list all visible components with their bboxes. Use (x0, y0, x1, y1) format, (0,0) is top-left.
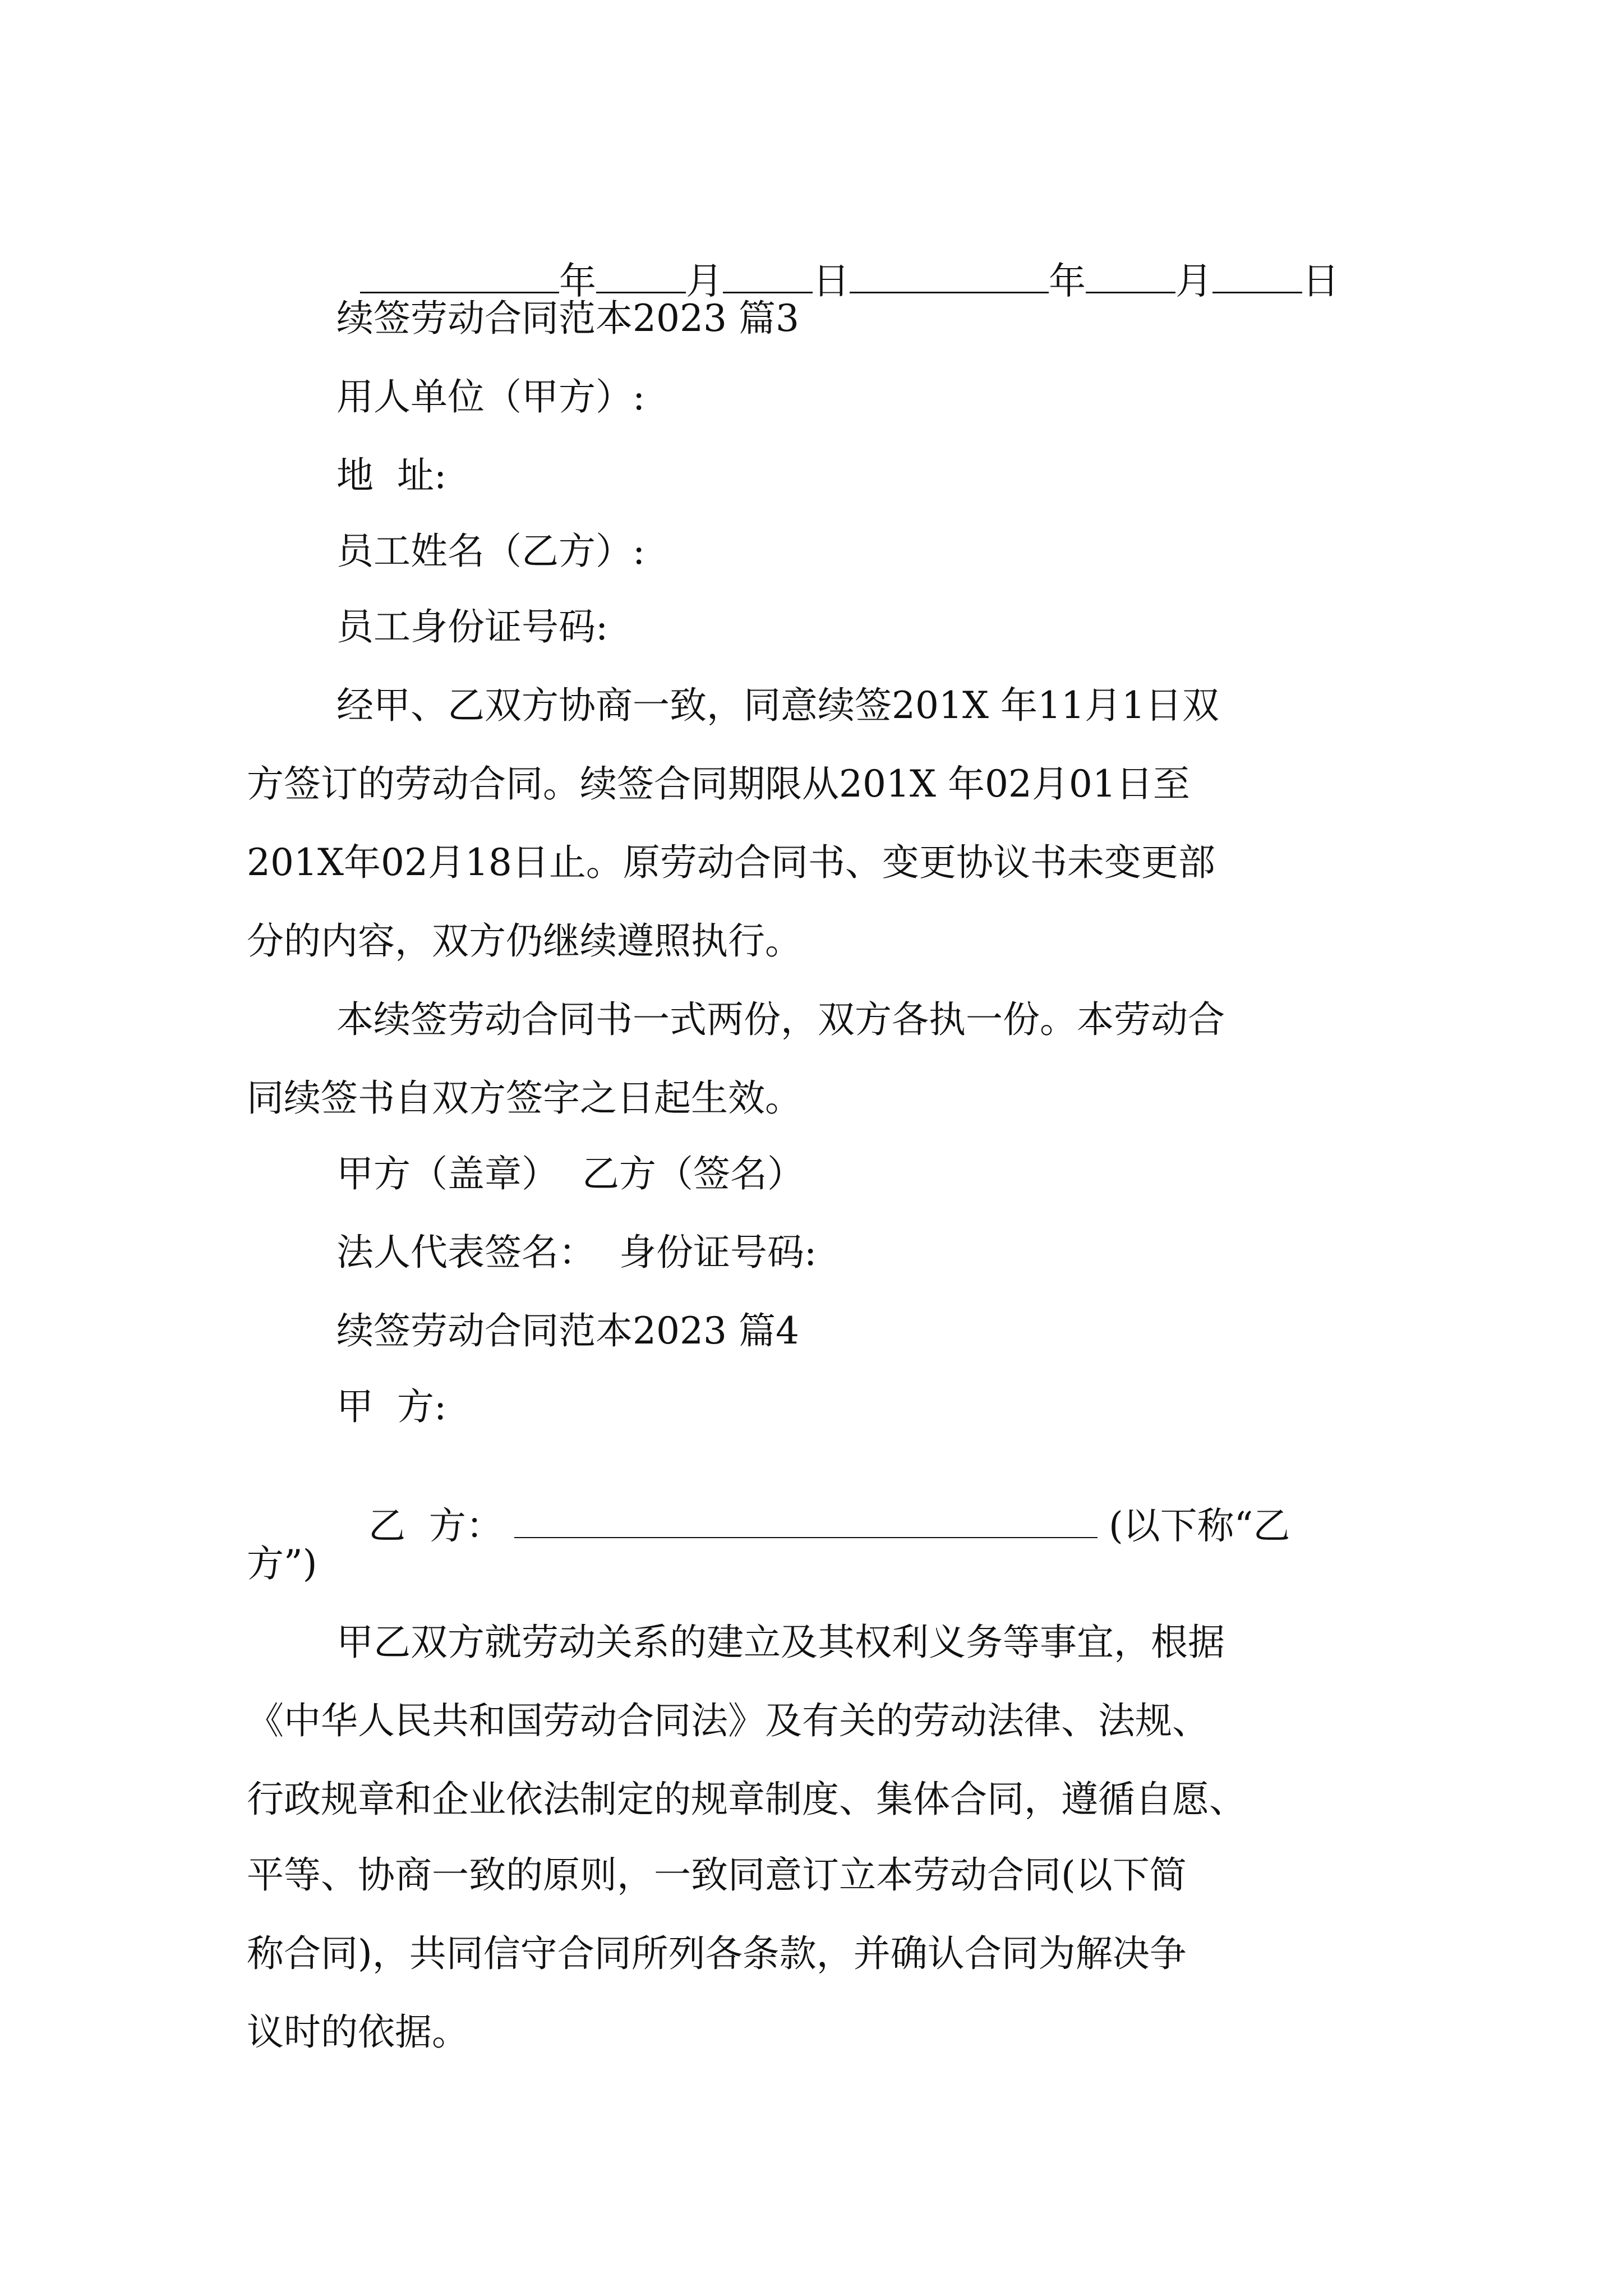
blank-day-1 (723, 259, 813, 293)
para1-line2: 方签订的劳动合同。续签合同期限从201X 年02月01日至 (247, 762, 1190, 806)
para2-line2: 同续签书自双方签字之日起生效。 (247, 1076, 802, 1120)
para1-line1: 经甲、乙双方协商一致，同意续签201X 年11月1日双 (336, 684, 1219, 727)
para1-line4: 分的内容，双方仍继续遵照执行。 (247, 919, 802, 963)
rep-sign-line: 法人代表签名： 身份证号码: (336, 1231, 817, 1274)
employee-id-field: 员工身份证号码: (336, 605, 608, 648)
party-b-suffix: (以下称“乙 (1108, 1504, 1290, 1548)
s4-para1-line5: 称合同)，共同信守合同所列各条款，并确认合同为解决争 (247, 1932, 1187, 1975)
s4-para1-line1: 甲乙双方就劳动关系的建立及其权利义务等事宜，根据 (336, 1621, 1225, 1664)
employee-name-field: 员工姓名（乙方）: (336, 530, 645, 573)
date-line (336, 222, 1339, 303)
year-label: 年 (559, 259, 596, 303)
address-field: 地 址: (336, 454, 447, 497)
year-label-2: 年 (1048, 259, 1086, 303)
party-b-suffix-line2: 方”) (247, 1542, 317, 1585)
s4-para1-line3: 行政规章和企业依法制定的规章制度、集体合同，遵循自愿、 (247, 1778, 1246, 1821)
party-a-field: 甲 方: (336, 1385, 447, 1428)
day-label-2: 日 (1302, 259, 1339, 303)
blank-day-2 (1212, 259, 1302, 293)
blank-month-2 (1086, 259, 1175, 293)
party-b-label: 乙 方： (368, 1504, 503, 1548)
s4-para1-line2: 《中华人民共和国劳动合同法》及有关的劳动法律、法规、 (247, 1699, 1209, 1742)
party-b-field (345, 1467, 1290, 1548)
blank-month-1 (596, 259, 686, 293)
employer-field: 用人单位（甲方）: (336, 375, 645, 418)
blank-year-1 (360, 259, 559, 293)
signatures-line: 甲方（盖章） 乙方（签名） (336, 1152, 804, 1195)
month-label: 月 (685, 259, 723, 303)
party-b-blank (514, 1504, 1098, 1538)
month-label-2: 月 (1175, 259, 1212, 303)
s4-para1-line4: 平等、协商一致的原则，一致同意订立本劳动合同(以下简 (247, 1853, 1187, 1897)
section4-title: 续签劳动合同范本2023 篇4 (336, 1309, 799, 1352)
s4-para1-line6: 议时的依据。 (247, 2010, 469, 2054)
day-label: 日 (812, 259, 850, 303)
section3-title: 续签劳动合同范本2023 篇3 (336, 297, 799, 340)
para2-line1: 本续签劳动合同书一式两份，双方各执一份。本劳动合 (336, 998, 1225, 1041)
para1-line3: 201X年02月18日止。原劳动合同书、变更协议书未变更部 (247, 841, 1215, 884)
blank-year-2 (850, 259, 1049, 293)
